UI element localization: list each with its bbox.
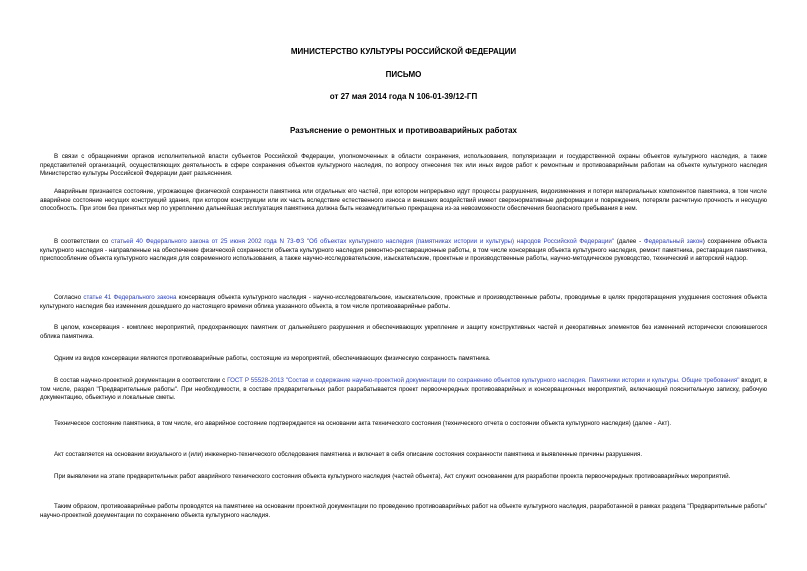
- article-41-link[interactable]: статье 41 Федерального закона: [83, 294, 177, 301]
- paragraph-4: [40, 294, 767, 311]
- paragraph-3-text: В соответствии со: [54, 238, 112, 245]
- paragraph-3-text: (далее -: [614, 238, 644, 245]
- paragraph-9: Акт составляется на основании визуального и (или) инженерно-технического обследования памятника и включает в себя описание состояния сохранности памятника и выявленные причины разрушения.: [54, 451, 643, 458]
- document-subject: Разъяснение о ремонтных и противоаварийных работах: [290, 126, 517, 135]
- paragraph-6: Одним из видов консервации являются противоаварийные работы, состоящие из мероприятий, обеспечивающих физическую сохранность памятника.: [54, 355, 491, 362]
- paragraph-4-text: консервация объекта культурного наследия - научно-исследовательские, изыскательские, проектные и производственные работы, проводимые в целях предотвращения ухудшения состояния объекта культурного наследия без изменения дошедшего до настоящего времени облика указанного объекта, в том числе противоаварийные работы.: [40, 294, 767, 310]
- federal-law-link[interactable]: Федеральный закон: [643, 238, 703, 245]
- paragraph-3: [40, 238, 767, 264]
- paragraph-7: [40, 377, 767, 403]
- gost-link[interactable]: ГОСТ Р 55528-2013 "Состав и содержание научно-проектной документации по сохранению объектов культурного наследия. Памятники истории и культуры. Общие требования": [227, 377, 740, 384]
- paragraph-8: Техническое состояние памятника, в том числе, его аварийное состояние подтверждается на основании акта технического состояния (технического отчета о состоянии объекта культурного наследия) (далее - Акт).: [54, 420, 672, 427]
- paragraph-1: В связи с обращениями органов исполнительной власти субъектов Российской Федерации, уполномоченных в области сохранения, использования, популяризации и государственной охраны объектов культурного наследия, а также представителей организаций, осуществляющих деятельность в сфере сохранения объектов культурного наследия, по вопросу отнесения тех или иных видов работ к ремонтным и противоаварийным работам на объекте культурного наследия Министерство культуры Российской Федерации дает разъяснения.: [40, 153, 767, 178]
- paragraph-7-text: входит, в том числе, раздел "Предварительные работы". При необходимости, в составе предварительных работ разрабатывается проект первоочередных противоаварийных и консервационных мероприятий, включающий пояснительную записку, рабочую документацию, обьектную и локальные сметы.: [40, 377, 768, 402]
- paragraph-7-text: В состав научно-проектной документации в соответствии с: [54, 377, 228, 384]
- document-type: ПИСЬМО: [385, 70, 422, 79]
- paragraph-10: При выявлении на этапе предварительных работ аварийного технического состояния объекта культурного наследия (частей объекта), Акт служит основанием для разработки проекта первоочередных противоаварийных мероприятий.: [54, 473, 731, 480]
- paragraph-3-text: ) сохранение объекта культурного наследия - направленные на обеспечение физической сохранности объекта культурного наследия ремонтно-реставрационные работы, в том числе консервация объекта культурного наследия, ремонт памятника, реставрация памятника, приспособление объекта культурного наследия для современного использования, а также научно-исследовательские, изыскательские, проектные и производственные работы, научно-методическое руководство, технический и авторский надзор.: [40, 238, 768, 263]
- paragraph-2: Аварийным признается состояние, угрожающее физической сохранности памятника или отдельных его частей, при котором непрерывно идут процессы разрушения, видоизменения и потери материальных компонентов памятника, в том числе аварийное состояние несущих конструкций здания, при котором конструкции или их часть вследствие естественного износа и внешних воздействий имеют сверхнормативные деформации и повреждения, потеряли расчетную прочность и несущую способность. При этом без принятых мер по укреплению дальнейшая эксплуатация памятника должна быть незамедлительно прекращена из-за невозможности обеспечения безопасного пребывания в нем.: [40, 188, 767, 213]
- ministry-title: МИНИСТЕРСТВО КУЛЬТУРЫ РОССИЙСКОЙ ФЕДЕРАЦИИ: [290, 47, 517, 56]
- article-40-link[interactable]: статьей 40 Федерального закона от 25 июня 2002 года N 73-ФЗ "Об объектах культурного наследия (памятниках истории и культуры) народов Российской Федерации": [111, 238, 614, 245]
- paragraph-11: Таким образом, противоаварийные работы проводятся на памятнике на основании проектной документации по проведению противоаварийных работ на объекте культурного наследия, разработанной в рамках раздела "Предварительные работы" научно-проектной документации по сохранению объекта культурного наследия.: [40, 503, 767, 519]
- paragraph-4-text: Согласно: [54, 294, 84, 301]
- date-number: от 27 мая 2014 года N 106-01-39/12-ГП: [329, 92, 478, 101]
- paragraph-5: В целом, консервация - комплекс мероприятий, предохраняющих памятник от дальнейшего разрушения и обеспечивающих укрепление и защиту конструктивных частей и декоративных элементов без изменений исторически сложившегося облика памятника.: [40, 324, 767, 340]
